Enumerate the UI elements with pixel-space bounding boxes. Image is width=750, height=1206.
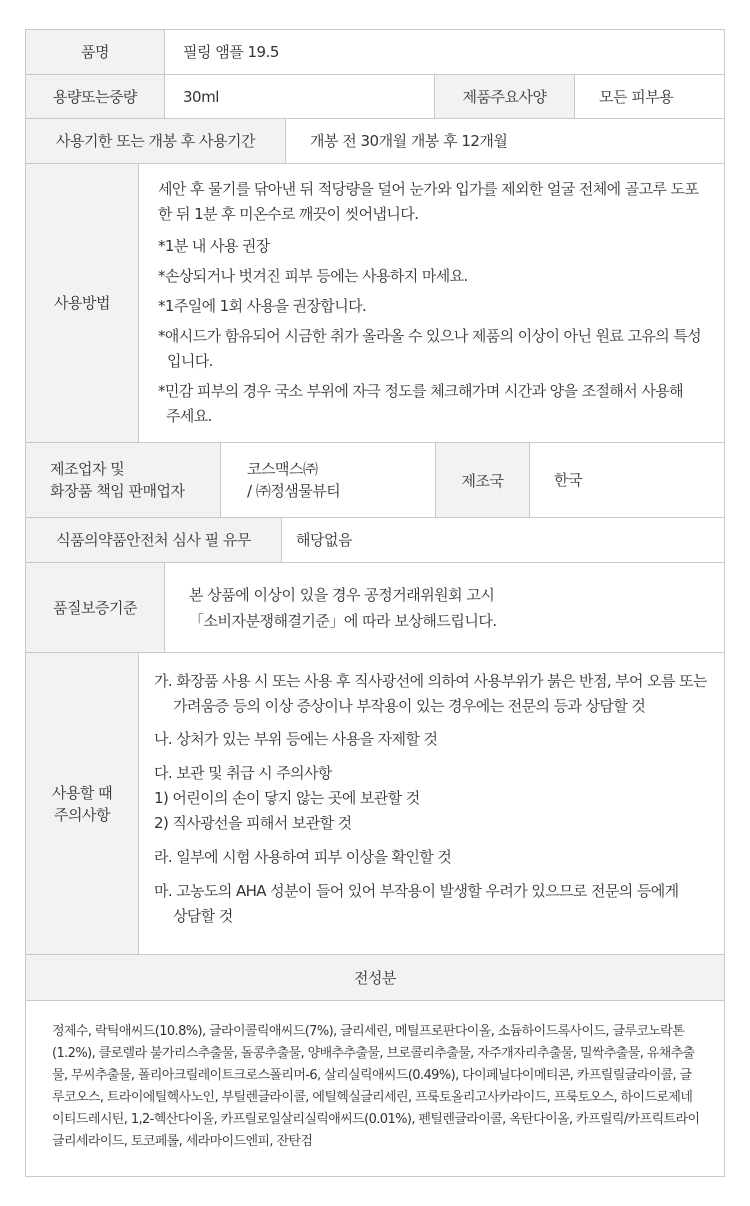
caution-item-a: 가. 화장품 사용 시 또는 사용 후 직사광선에 의하여 사용부위가 붉은 반점, 부어 오름 또는 가려움증 등의 이상 증상이나 부작용이 있는 경우에는 전문의 등과 상담할 것: [154, 672, 707, 715]
usage-body: [139, 164, 724, 442]
warranty-line2: 「소비자분쟁해결기준」에 따라 보상해드립니다.: [189, 611, 497, 630]
row-caution: [26, 653, 724, 955]
manufacturer-value-line2: / ㈜정샘물뷰티: [247, 482, 341, 500]
caution-item-b: 나. 상처가 있는 부위 등에는 사용을 자제할 것: [154, 730, 438, 748]
row-warranty: [26, 563, 724, 653]
row-expiry: [26, 119, 724, 164]
manufacturer-value: [221, 443, 435, 517]
usage-line-4: *애시드가 함유되어 시금한 취가 올라올 수 있으나 제품의 이상이 아닌 원료 고유의 특성입니다.: [158, 327, 702, 370]
caution-label-line1: 사용할 때: [51, 783, 113, 802]
manufacturer-label-line2: 화장품 책임 판매업자: [50, 482, 185, 500]
usage-line-main: 세안 후 물기를 닦아낸 뒤 적당량을 덜어 눈가와 입가를 제외한 얼굴 전체에 골고루 도포 한 뒤 1분 후 미온수로 깨끗이 씻어냅니다.: [158, 180, 699, 223]
country-label: 제조국: [435, 443, 530, 517]
warranty-label: 품질보증기준: [26, 563, 165, 652]
ingredients-label: 전성분: [26, 955, 724, 1000]
caution-item-c: 다. 보관 및 취급 시 주의사항: [154, 764, 332, 782]
caution-label-line2: 주의사항: [54, 805, 110, 824]
product-info-table: [25, 29, 725, 1177]
row-volume: [26, 75, 724, 119]
caution-label: [26, 653, 139, 954]
caution-body: [139, 653, 724, 954]
usage-label: 사용방법: [26, 164, 139, 442]
ingredients-text: 정제수, 락틱애씨드(10.8%), 글라이콜릭애씨드(7%), 글리세린, 메틸프로판다이올, 소듐하이드록사이드, 글루코노락톤(1.2%), 클로렐라 불가리스추출물, 돌콩추출물, 양배추추출물, 브로콜리추출물, 자주개자리추출물, 밀싹추출물, 유채추출물, 무씨추출물, 폴리아크릴레이트크로스폴리머-6, 살리실릭애씨드(0.49%), 다이페닐다이메티콘, 카프릴릴글라이콜, 글루코오스, 트라이에틸헥사노인, 부틸렌글라이콜, 에틸헥실글리세린, 프룩토올리고사카라이드, 프룩토오스, 하이드로제네이티드레시틴, 1,2-헥산다이올, 카프릴로일살리실릭애씨드(0.01%), 펜틸렌글라이콜, 옥탄다이올, 카프릴릭/카프릭트라이글리세라이드, 토코페롤, 세라마이드엔피, 잔탄검: [52, 1024, 700, 1149]
manufacturer-label: [26, 443, 221, 517]
caution-item-c1: 1) 어린이의 손이 닿지 않는 곳에 보관할 것: [154, 789, 420, 807]
product-name-value: 필링 앰플 19.5: [183, 43, 279, 61]
row-ingredients-head: [26, 955, 724, 1001]
caution-item-e: 마. 고농도의 AHA 성분이 들어 있어 부작용이 발생할 우려가 있으므로 전문의 등에게 상담할 것: [154, 882, 679, 925]
usage-line-5: *민감 피부의 경우 국소 부위에 자극 정도를 체크해가며 시간과 양을 조절해서 사용해 주세요.: [158, 382, 684, 425]
row-usage: [26, 164, 724, 443]
volume-label: 용량또는중량: [26, 75, 165, 118]
volume-value: 30ml: [183, 87, 219, 106]
mfds-value: 해당없음: [296, 531, 352, 549]
row-mfds: [26, 518, 724, 563]
manufacturer-label-line1: 제조업자 및: [50, 460, 125, 478]
spec-label: 제품주요사양: [434, 75, 575, 118]
usage-line-1: *1분 내 사용 권장: [158, 237, 270, 255]
caution-item-c2: 2) 직사광선을 피해서 보관할 것: [154, 814, 352, 832]
warranty-line1: 본 상품에 이상이 있을 경우 공정거래위원회 고시: [189, 585, 495, 604]
product-name-label: 품명: [26, 30, 165, 74]
expiry-value: 개봉 전 30개월 개봉 후 12개월: [310, 132, 508, 150]
mfds-label: 식품의약품안전처 심사 필 유무: [26, 518, 282, 562]
manufacturer-value-line1: 코스맥스㈜: [247, 460, 318, 478]
usage-line-3: *1주일에 1회 사용을 권장합니다.: [158, 297, 367, 315]
row-manufacturer: [26, 443, 724, 518]
spec-value: 모든 피부용: [599, 87, 674, 106]
row-product-name: [26, 30, 724, 75]
usage-line-2: *손상되거나 벗겨진 피부 등에는 사용하지 마세요.: [158, 267, 468, 285]
warranty-value: [165, 563, 724, 652]
country-value: 한국: [554, 471, 582, 489]
row-ingredients: [26, 1001, 724, 1176]
expiry-label: 사용기한 또는 개봉 후 사용기간: [26, 119, 286, 163]
caution-item-d: 라. 일부에 시험 사용하여 피부 이상을 확인할 것: [154, 848, 452, 866]
